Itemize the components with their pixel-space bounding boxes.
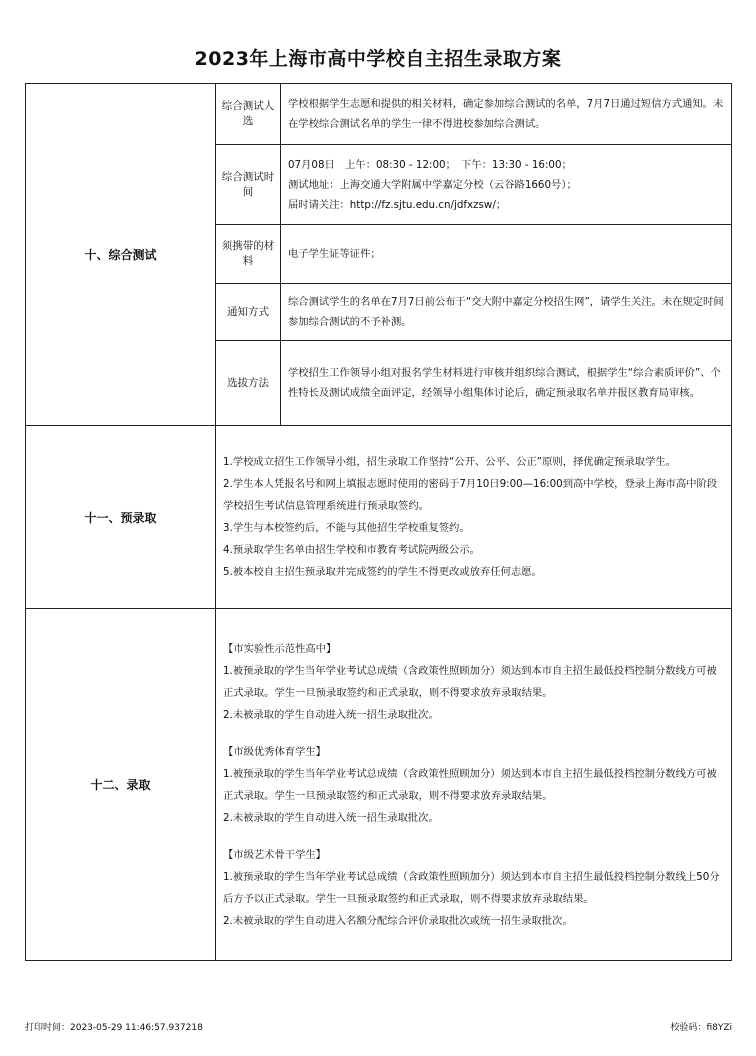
page-title: 2023年上海市高中学校自主招生录取方案 bbox=[194, 48, 562, 70]
row-label: 综合测试时间 bbox=[216, 145, 281, 225]
list-item: 3.学生与本校签约后，不能与其他招生学校重复签约。 bbox=[223, 522, 470, 534]
row-content bbox=[281, 225, 732, 284]
group-heading: 【市实验性示范性高中】 bbox=[223, 642, 337, 655]
list-item: 1.被预录取的学生当年学业考试总成绩（含政策性照顾加分）须达到本市自主招生最低投档控制分数线方可被正式录取。学生一旦预录取签约和正式录取，则不得要求放弃录取结果。 bbox=[223, 664, 717, 699]
table-row bbox=[26, 609, 732, 961]
row-content bbox=[281, 145, 732, 225]
content-line: 届时请关注：http://fz.sjtu.edu.cn/jdfxzsw/； bbox=[288, 198, 507, 211]
group-heading: 【市级艺术骨干学生】 bbox=[223, 848, 326, 861]
list-item: 2.学生本人凭报名号和网上填报志愿时使用的密码于7月10日9:00—16:00到高中学校，登录上海市高中阶段学校招生考试信息管理系统进行预录取签约。 bbox=[223, 478, 718, 512]
content-line: 电子学生证等证件； bbox=[288, 248, 381, 260]
row-label: 通知方式 bbox=[216, 284, 281, 341]
table-row bbox=[26, 84, 732, 145]
list-item: 2.未被录取的学生自动进入名额分配综合评价录取批次或统一招生录取批次。 bbox=[223, 914, 573, 927]
print-time: 打印时间：2023-05-29 11:46:57.937218 bbox=[25, 1023, 203, 1033]
list-item: 5.被本校自主招生预录取并完成签约的学生不得更改或放弃任何志愿。 bbox=[223, 566, 542, 578]
row-label: 选拔方法 bbox=[216, 341, 281, 426]
section-label-comprehensive-test: 十、综合测试 bbox=[26, 84, 216, 426]
row-label: 综合测试人选 bbox=[216, 84, 281, 145]
group-spacer bbox=[223, 829, 724, 844]
row-content bbox=[281, 284, 732, 341]
list-item: 4.预录取学生名单由招生学校和市教育考试院两级公示。 bbox=[223, 544, 480, 556]
row-content bbox=[281, 84, 732, 145]
content-line: 综合测试学生的名单在7月7日前公布于“交大附中嘉定分校招生网”，请学生关注。未在规定时间参加综合测试的不予补测。 bbox=[288, 296, 724, 328]
row-label: 须携带的材料 bbox=[216, 225, 281, 284]
list-item: 1.学校成立招生工作领导小组，招生录取工作坚持“公开、公平、公正”原则，择优确定预录取学生。 bbox=[223, 456, 676, 468]
check-code: 校验码：fi8YZi bbox=[670, 1023, 732, 1033]
content-line: 测试地址：上海交通大学附属中学嘉定分校（云谷路1660号）； bbox=[288, 178, 577, 191]
content-line: 学校招生工作领导小组对报名学生材料进行审核并组织综合测试，根据学生“综合素质评价”、个性特长及测试成绩全面评定，经领导小组集体讨论后，确定预录取名单并报区教育局审核。 bbox=[288, 367, 721, 399]
section-label-admission: 十二、录取 bbox=[26, 609, 216, 961]
content-line: 07月08日 上午：08:30 - 12:00； 下午：13:30 - 16:00； bbox=[288, 158, 572, 171]
list-item: 1.被预录取的学生当年学业考试总成绩（含政策性照顾加分）须达到本市自主招生最低投档控制分数线方可被正式录取。学生一旦预录取签约和正式录取，则不得要求放弃录取结果。 bbox=[223, 767, 717, 802]
table-row bbox=[26, 426, 732, 609]
section-label-pre-admission: 十一、预录取 bbox=[26, 426, 216, 609]
content-line: 学校根据学生志愿和提供的相关材料，确定参加综合测试的名单，7月7日通过短信方式通知。未在学校综合测试名单的学生一律不得进校参加综合测试。 bbox=[288, 98, 724, 130]
list-item: 2.未被录取的学生自动进入统一招生录取批次。 bbox=[223, 811, 439, 824]
list-item: 2.未被录取的学生自动进入统一招生录取批次。 bbox=[223, 708, 439, 721]
row-content bbox=[281, 341, 732, 426]
group-spacer bbox=[223, 726, 724, 741]
admission-content bbox=[216, 609, 732, 961]
admission-plan-table bbox=[25, 83, 732, 961]
list-item: 1.被预录取的学生当年学业考试总成绩（含政策性照顾加分）须达到本市自主招生最低投档控制分数线上50分后方予以正式录取。学生一旦预录取签约和正式录取，则不得要求放弃录取结果。 bbox=[223, 870, 720, 905]
group-heading: 【市级优秀体育学生】 bbox=[223, 745, 326, 758]
pre-admission-content bbox=[216, 426, 732, 609]
